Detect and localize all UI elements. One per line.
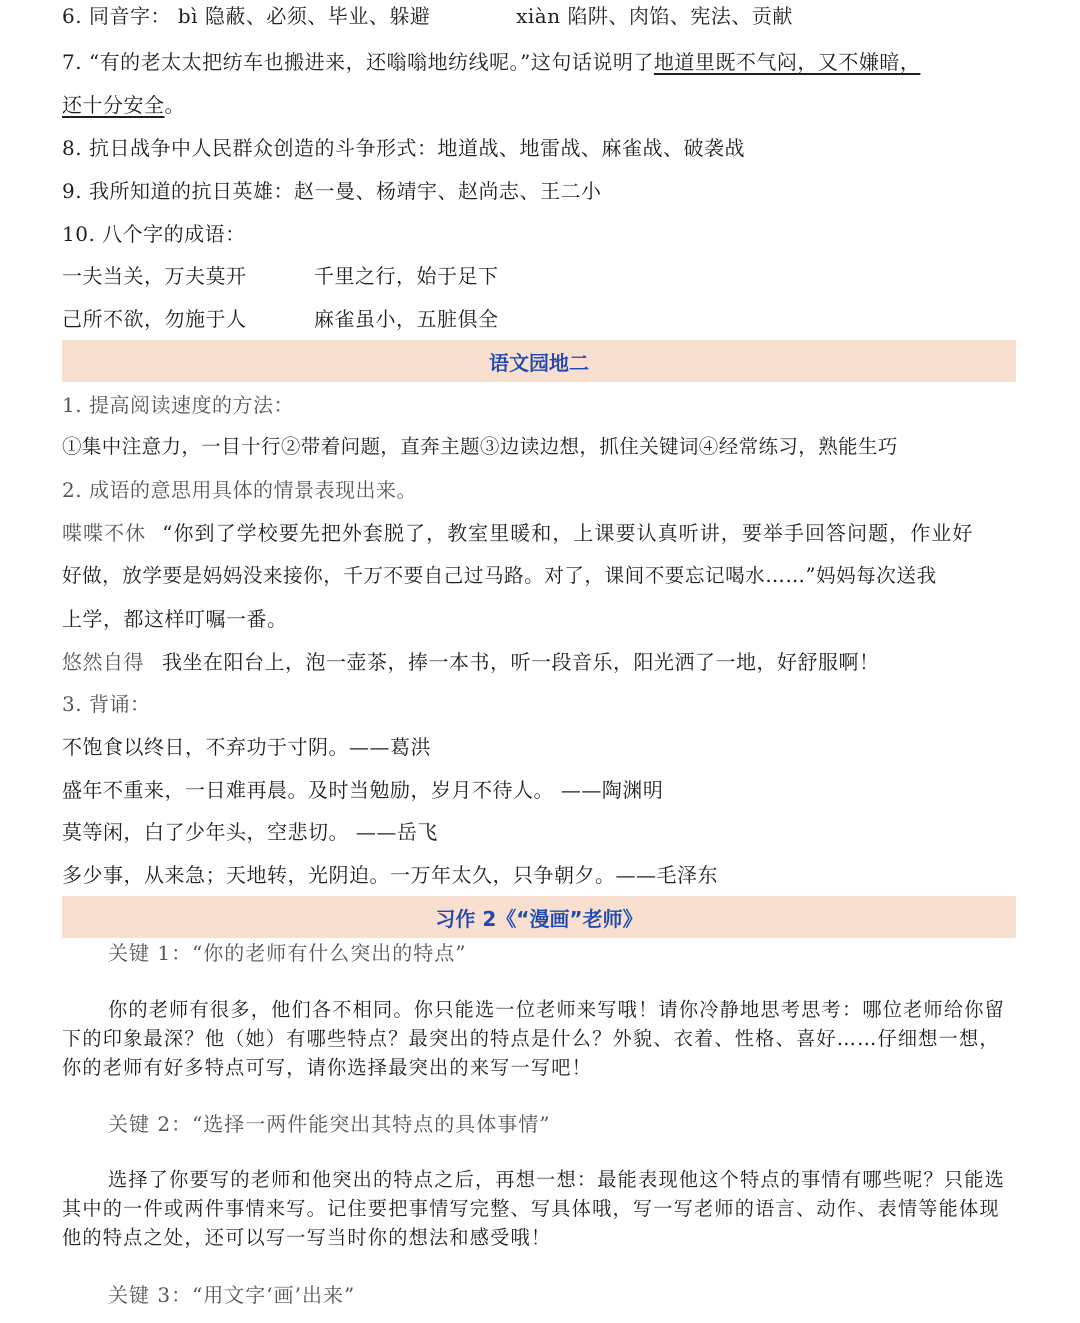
idiom: 千里之行，始于足下 — [314, 264, 499, 288]
idiom: 麻雀虽小，五脏俱全 — [314, 307, 499, 331]
paragraph-2: 选择了你要写的老师和他突出的特点之后，再想一想：最能表现他这个特点的事情有哪些呢？只能选其中的一件或两件事情来写。记住要把事情写完整、写具体哦，写一写老师的语言、动作、表情等能体现他的特点之处，还可以写一写当时你的想法和感受哦！ — [62, 1168, 1006, 1249]
idiom-row — [62, 262, 499, 290]
example-line — [62, 519, 973, 547]
section-header-yuwen-yuandi — [62, 340, 1016, 382]
idiom: 一夫当关，万夫莫开 — [62, 264, 247, 288]
item-text: “有的老太太把纺车也搬进来，还嗡嗡地纺线呢。”这句话说明了 — [88, 50, 654, 74]
paragraph-1: 你的老师有很多，他们各不相同。你只能选一位老师来写哦！请你冷静地思考思考：哪位老师给你留下的印象最深？他（她）有哪些特点？最突出的特点是什么？外貌、衣着、性格、喜好……仔细想一想，你的老师有好多特点可写，请你选择最突出的来写一写吧！ — [62, 998, 1006, 1079]
section-title: 习作 2《“漫画”老师》 — [435, 906, 643, 931]
punctuation: 。 — [164, 93, 185, 117]
example-text: 我坐在阳台上，泡一壶茶，捧一本书，听一段音乐，阳光洒了一地，好舒服啊！ — [162, 650, 880, 674]
question-3: 3. 背诵： — [62, 692, 151, 716]
item-6 — [62, 2, 793, 30]
item-9: 9. 我所知道的抗日英雄：赵一曼、杨靖宇、赵尚志、王二小 — [62, 179, 602, 203]
item-number: 6. — [62, 4, 83, 28]
item-7 — [62, 48, 920, 76]
example-line — [62, 648, 880, 676]
idiom: 己所不欲，勿施于人 — [62, 307, 247, 331]
pinyin: xiàn — [516, 4, 561, 28]
example-line: 好做，放学要是妈妈没来接你，千万不要自己过马路。对了，课间不要忘记喝水……”妈妈每次送我 — [62, 564, 937, 587]
item-number: 7. — [62, 50, 83, 74]
idiom: 悠然自得 — [62, 650, 144, 674]
item-7-continued — [62, 91, 185, 119]
key-point-2: 关键 2：“选择一两件能突出其特点的具体事情” — [108, 1112, 551, 1136]
homophone-words: 陷阱、肉馅、宪法、贡献 — [567, 4, 793, 28]
idiom: 喋喋不休 — [62, 521, 147, 545]
key-point-3: 关键 3：“用文字‘画’出来” — [108, 1283, 356, 1307]
section-header-composition — [62, 896, 1016, 938]
recite-line: 多少事，从来急；天地转，光阴迫。一万年太久，只争朝夕。——毛泽东 — [62, 863, 718, 887]
item-10: 10. 八个字的成语： — [62, 222, 246, 246]
answer-1: ①集中注意力，一目十行②带着问题，直奔主题③边读边想，抓住关键词④经常练习，熟能生巧 — [62, 435, 898, 458]
recite-line: 盛年不重来，一日难再晨。及时当勉励，岁月不待人。 ——陶渊明 — [62, 778, 664, 802]
item-8: 8. 抗日战争中人民群众创造的斗争形式：地道战、地雷战、麻雀战、破袭战 — [62, 136, 745, 160]
question-1: 1. 提高阅读速度的方法： — [62, 393, 294, 417]
pinyin: bì — [177, 4, 199, 28]
recite-line: 不饱食以终日，不弃功于寸阴。——葛洪 — [62, 735, 431, 759]
example-line: 上学，都这样叮嘱一番。 — [62, 607, 288, 631]
recite-line: 莫等闲，白了少年头，空悲切。 ——岳飞 — [62, 820, 438, 844]
item-label: 同音字： — [88, 4, 171, 28]
question-2: 2. 成语的意思用具体的情景表现出来。 — [62, 478, 417, 502]
homophone-words: 隐蔽、必须、毕业、躲避 — [204, 4, 431, 28]
key-point-1: 关键 1：“你的老师有什么突出的特点” — [108, 941, 467, 965]
underlined-answer: 地道里既不气闷，又不嫌暗， — [653, 50, 921, 74]
underlined-answer: 还十分安全 — [62, 93, 165, 117]
section-title: 语文园地二 — [489, 350, 589, 375]
example-text: “你到了学校要先把外套脱了，教室里暖和，上课要认真听讲，要举手回答问题，作业好 — [162, 521, 974, 545]
idiom-row — [62, 305, 499, 333]
